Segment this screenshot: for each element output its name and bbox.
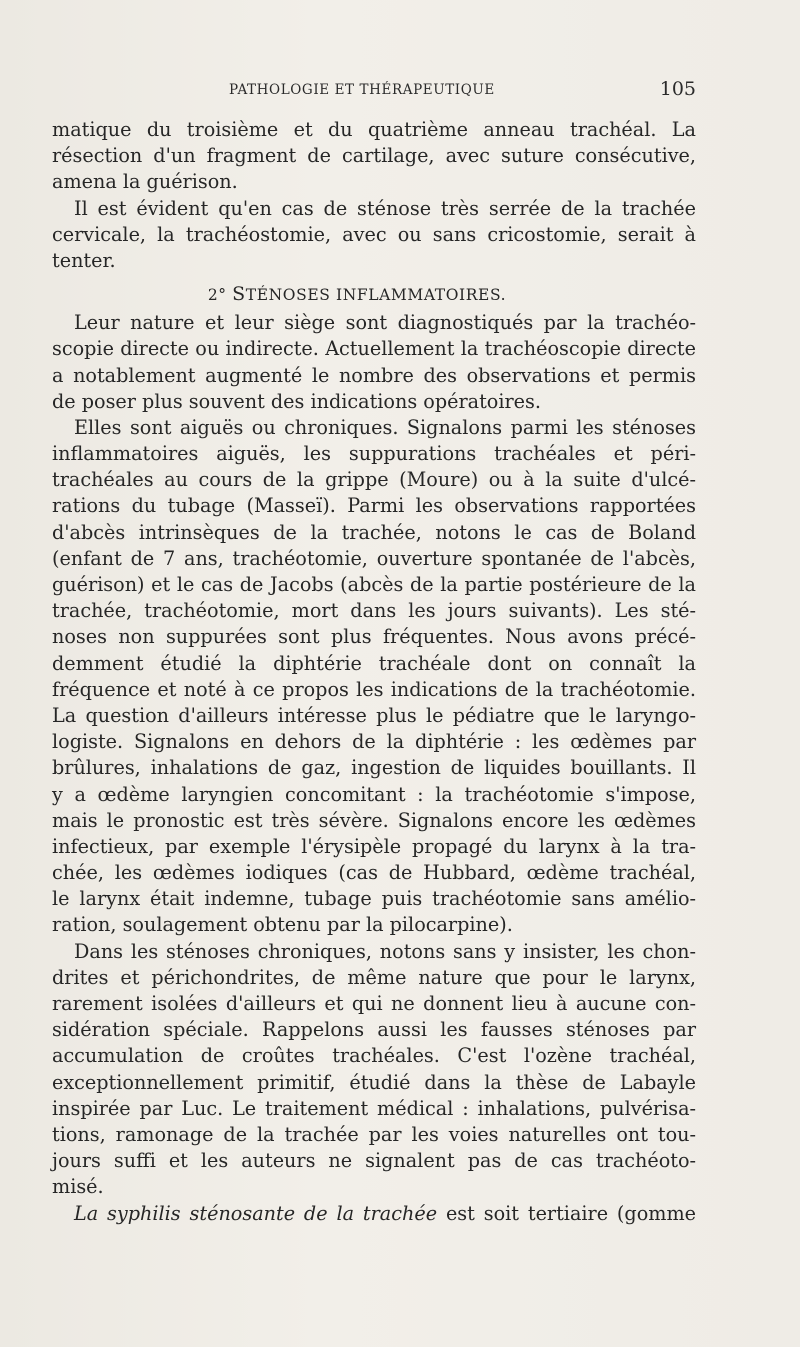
text-line: tions, ramonage de la trachée par les voies naturelles ont tou- [52, 1122, 696, 1146]
text-line: accumulation de croûtes trachéales. C'est l'ozène trachéal, [52, 1044, 696, 1068]
text-line: fréquence et noté à ce propos les indications de la trachéotomie. [52, 677, 696, 701]
text-line: y a œdème laryngien concomitant : la trachéotomie s'impose, [52, 782, 696, 806]
text-line: matique du troisième et du quatrième anneau trachéal. La [52, 118, 696, 141]
text-line: demment étudié la diphtérie trachéale dont on connaît la [52, 651, 696, 675]
text-line: drites et périchondrites, de même nature que pour le larynx, [52, 965, 696, 989]
text-line: infectieux, par exemple l'érysipèle propagé du larynx à la tra- [52, 834, 696, 858]
text-line: a notablement augmenté le nombre des observations et permis [52, 363, 696, 387]
text-line: jours suffi et les auteurs ne signalent pas de cas trachéoto- [52, 1149, 696, 1173]
text-line: d'abcès intrinsèques de la trachée, notons le cas de Boland [52, 520, 696, 544]
text-line-final [52, 1201, 696, 1227]
text-line: (enfant de 7 ans, trachéotomie, ouverture spontanée de l'abcès, [52, 546, 696, 570]
text-line: mais le pronostic est très sévère. Signalons encore les œdèmes [52, 808, 696, 832]
text-line: sidération spéciale. Rappelons aussi les fausses sténoses par [52, 1018, 696, 1042]
section-number: 2° [207, 286, 227, 305]
text-line: misé. [52, 1175, 104, 1199]
text-line: rations du tubage (Masseï). Parmi les observations rapportées [52, 494, 696, 518]
text-line: rarement isolées d'ailleurs et qui ne donnent lieu à aucune con- [52, 992, 696, 1015]
text-line: de poser plus souvent des indications opératoires. [52, 389, 541, 413]
text-line: trachée, trachéotomie, mort dans les jours suivants). Les sté- [52, 599, 696, 623]
italic-phrase: La syphilis sténosante de la trachée [74, 1201, 438, 1225]
section-heading [52, 274, 696, 310]
text-line: exceptionnellement primitif, étudié dans la thèse de Labayle [52, 1070, 696, 1094]
section-heading-initial: S [232, 283, 246, 306]
text-line: Elles sont aiguës ou chroniques. Signalons parmi les sténoses [74, 415, 696, 439]
text-line: le larynx était indemne, tubage puis trachéotomie sans amélio- [52, 887, 696, 911]
text-line: résection d'un fragment de cartilage, avec suture consécutive, [52, 144, 696, 168]
text-line: trachéales au cours de la grippe (Moure) ou à la suite d'ulcé- [52, 468, 696, 492]
text-line: scopie directe ou indirecte. Actuellement la trachéoscopie directe [52, 337, 696, 361]
text-line: inspirée par Luc. Le traitement médical : inhalations, pulvérisa- [52, 1096, 696, 1120]
section-heading-rest: TÉNOSES INFLAMMATOIRES. [245, 286, 507, 305]
text-line: guérison) et le cas de Jacobs (abcès de la partie postérieure de la [52, 573, 696, 596]
text-line: La question d'ailleurs intéresse plus le pédiatre que le laryngo- [52, 703, 696, 727]
final-line-rest: est soit tertiaire (gomme [437, 1201, 696, 1225]
page-header [52, 78, 696, 102]
body-text [52, 117, 696, 1227]
text-line: amena la guérison. [52, 170, 238, 194]
text-line: brûlures, inhalations de gaz, ingestion de liquides bouillants. Il [52, 756, 696, 780]
text-line: cervicale, la trachéostomie, avec ou sans cricostomie, serait à [52, 222, 696, 246]
text-line: logiste. Signalons en dehors de la diphtérie : les œdèmes par [52, 730, 696, 754]
text-line: chée, les œdèmes iodiques (cas de Hubbard, œdème trachéal, [52, 861, 696, 885]
text-line: tenter. [52, 248, 116, 272]
text-line: inflammatoires aiguës, les suppurations trachéales et péri- [52, 442, 696, 466]
running-title: PATHOLOGIE ET THÉRAPEUTIQUE [229, 82, 495, 98]
text-line: ration, soulagement obtenu par la pilocarpine). [52, 913, 513, 937]
text-line: Dans les sténoses chroniques, notons sans y insister, les chon- [74, 939, 696, 963]
text-line: Leur nature et leur siège sont diagnostiqués par la trachéo- [74, 311, 696, 335]
text-line: Il est évident qu'en cas de sténose très serrée de la trachée [74, 196, 696, 220]
text-line: noses non suppurées sont plus fréquentes. Nous avons précé- [52, 625, 696, 649]
page-number: 105 [659, 78, 696, 100]
